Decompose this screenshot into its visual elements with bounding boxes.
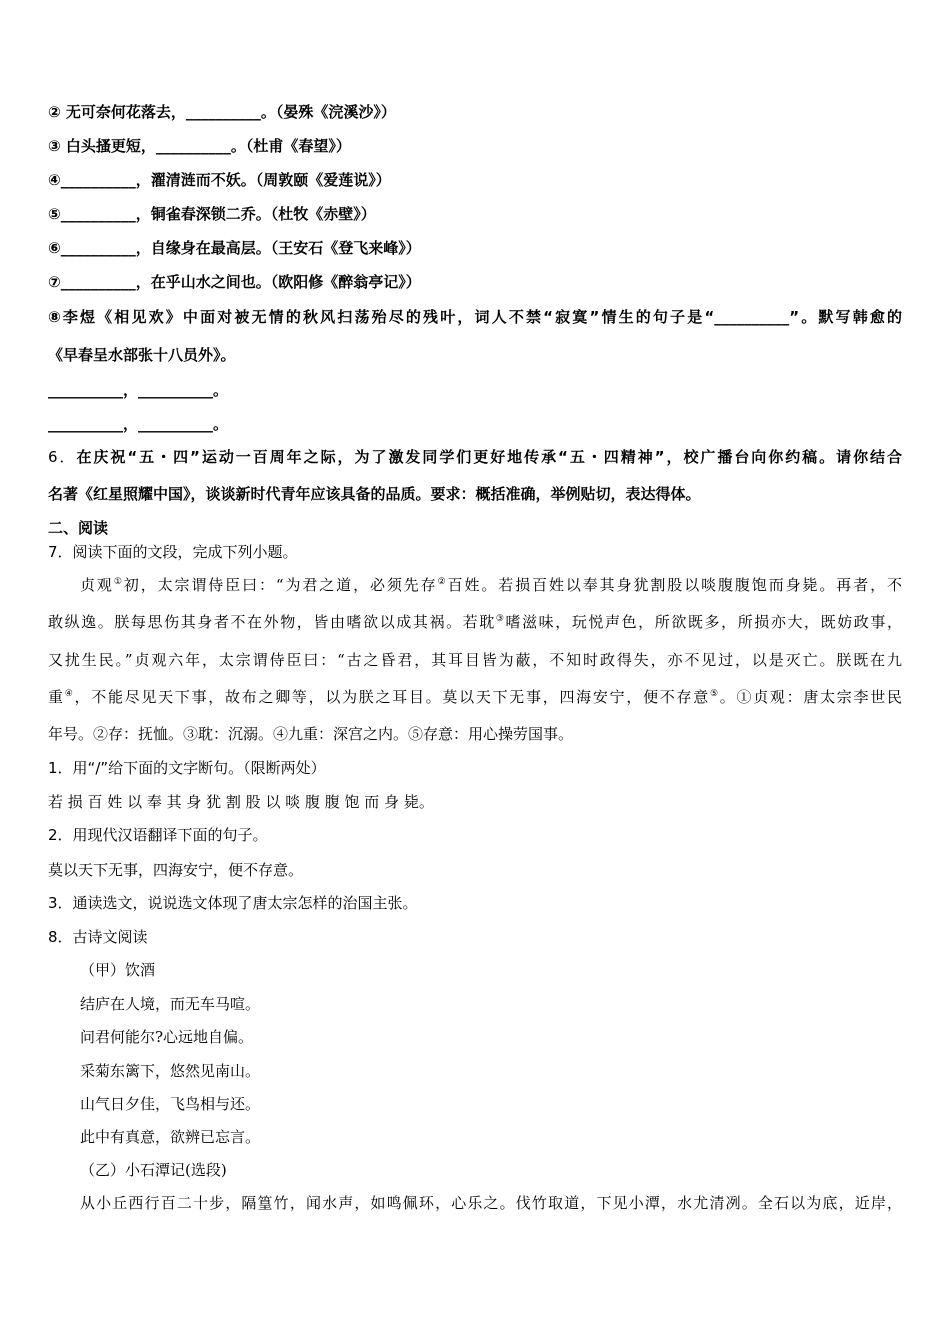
prose-line-1: 从小丘西行百二十步，隔篁竹，闻水声，如鸣佩环，心乐之。伐竹取道，下见小潭，水尤清冽。全石以为底，近岸， bbox=[80, 1194, 902, 1212]
passage-text: ，不能尽见天下事，故布之卿等，以为朕之耳目。莫以天下无事，四海安宁，便不存意 bbox=[74, 688, 710, 706]
subquestion-2: 2．用现代汉语翻译下面的句子。 bbox=[48, 826, 268, 844]
footnote-mark: ① bbox=[113, 577, 124, 587]
footnote-mark: ⑤ bbox=[709, 689, 720, 699]
fill-line-6: ⑥__________，自缘身在最高层。（王安石《登飞来峰》） bbox=[48, 239, 421, 257]
fill-line-5: ⑤__________，铜雀春深锁二乔。（杜牧《赤壁》） bbox=[48, 205, 376, 223]
passage-text: 贞观 bbox=[80, 576, 114, 594]
fill-line-8d: __________，__________。 bbox=[48, 415, 229, 433]
passage-line-2 bbox=[48, 612, 902, 632]
passage-text: 嗜滋味，玩悦声色，所欲既多，所损亦大，既妨政事， bbox=[505, 613, 902, 631]
fill-line-2: ② 无可奈何花落去，__________。（晏殊《浣溪沙》） bbox=[48, 103, 396, 121]
passage-text: 百姓。若损百姓以奉其身犹割股以啖腹腹饱而身毙。再者，不 bbox=[447, 576, 903, 594]
footnote-mark: ④ bbox=[64, 689, 75, 699]
question-6-text-1: 在庆祝“五・四”运动一百周年之际，为了激发同学们更好地传承“五・四精神”，校广播台向你约稿。请你结合 bbox=[76, 448, 902, 466]
passage-line-1 bbox=[80, 575, 902, 595]
poem-line: 采菊东篱下，悠然见南山。 bbox=[80, 1062, 261, 1080]
question-6-line2: 名著《红星照耀中国》，谈谈新时代青年应该具备的品质。要求：概括准确，举例贴切，表达得体。 bbox=[48, 485, 701, 503]
footnote-mark: ③ bbox=[495, 614, 506, 624]
poem-line: 问君何能尔?心远地自偏。 bbox=[80, 1028, 254, 1046]
passage-line-5: 年号。②存：抚恤。③耽：沉溺。④九重：深宫之内。⑤存意：用心操劳国事。 bbox=[48, 725, 574, 743]
passage-text: 。①贞观：唐太宗李世民 bbox=[719, 688, 902, 706]
passage-text: 初，太宗谓侍臣曰：“为君之道，必须先存 bbox=[123, 576, 438, 594]
fill-line-4: ④__________，濯清涟而不妖。（周敦颐《爱莲说》） bbox=[48, 171, 391, 189]
poem-line: 结庐在人境，而无车马喧。 bbox=[80, 995, 261, 1013]
passage-line-3: 又扰生民。”贞观六年，太宗谓侍臣曰：“古之昏君，其耳目皆为蔽，不知时政得失，亦不见过，以是灭亡。朕既在九 bbox=[48, 651, 902, 669]
prose-title-yi: （乙）小石潭记(选段) bbox=[80, 1161, 227, 1179]
passage-text: 敢纵逸。朕每思伤其身者不在外物，皆由嗜欲以成其祸。若耽 bbox=[48, 613, 496, 631]
question-6-line1 bbox=[48, 447, 902, 467]
subquestion-3: 3．通读选文，说说选文体现了唐太宗怎样的治国主张。 bbox=[48, 894, 418, 912]
passage-text: 重 bbox=[48, 688, 65, 706]
poem-line: 此中有真意，欲辨已忘言。 bbox=[80, 1128, 261, 1146]
section-title-reading: 二、阅读 bbox=[48, 519, 109, 537]
subquestion-1: 1．用“/”给下面的文字断句。（限断两处） bbox=[48, 759, 326, 777]
fill-line-8b: 《早春呈水部张十八员外》。 bbox=[48, 346, 236, 364]
fill-line-8c: __________，__________。 bbox=[48, 381, 229, 399]
subquestion-1-text: 若 损 百 姓 以 奉 其 身 犹 割 股 以 啖 腹 腹 饱 而 身 毙。 bbox=[48, 793, 434, 811]
fill-line-7: ⑦__________，在乎山水之间也。（欧阳修《醉翁亭记》） bbox=[48, 273, 421, 291]
fill-line-8a: ⑧李煜《相见欢》中面对被无情的秋风扫荡殆尽的残叶，词人不禁“寂寞”情生的句子是“__________”。默写韩愈的 bbox=[48, 308, 902, 326]
fill-line-3: ③ 白头搔更短，__________。（杜甫《春望》） bbox=[48, 137, 351, 155]
question-8-title: 8．古诗文阅读 bbox=[48, 928, 148, 946]
poem-line: 山气日夕佳，飞鸟相与还。 bbox=[80, 1095, 261, 1113]
passage-line-4 bbox=[48, 687, 902, 707]
footnote-mark: ② bbox=[437, 577, 448, 587]
poem-title-jia: （甲）饮酒 bbox=[80, 961, 156, 979]
subquestion-2-text: 莫以天下无事，四海安宁，便不存意。 bbox=[48, 861, 304, 879]
question-7-title: 7．阅读下面的文段，完成下列小题。 bbox=[48, 543, 298, 561]
question-6-number: 6． bbox=[48, 448, 77, 466]
